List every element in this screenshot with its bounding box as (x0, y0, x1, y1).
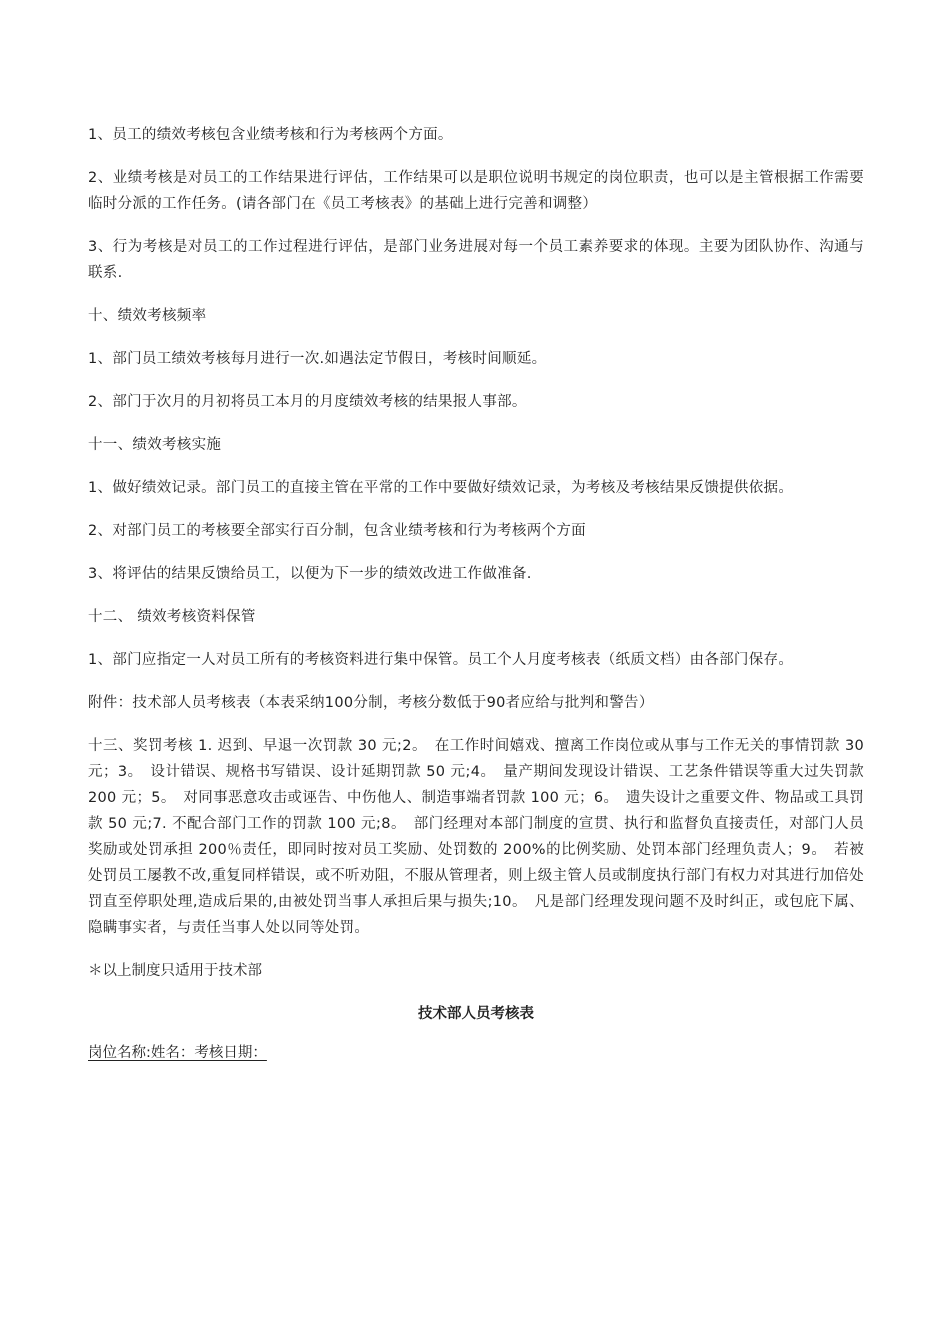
paragraph-rewards-penalties: 十三、奖罚考核 1. 迟到、早退一次罚款 30 元;2。 在工作时间嬉戏、擅离工作岗位或从事与工作无关的事情罚款 30 元；3。 设计错误、规格书写错误、设计延期罚款 50 元;4。 量产期间发现设计错误、工艺条件错误等重大过失罚款 200 元；5。 对同事恶意攻击或诬告、中伤他人、制造事端者罚款 100 元；6。 遗失设计之重要文件、物品或工具罚款 50 元;7. 不配合部门工作的罚款 100 元;8。 部门经理对本部门制度的宣贯、执行和监督负直接责任，对部门人员奖励或处罚承担 200％责任，即同时按对员工奖励、处罚数的 200%的比例奖励、处罚本部门经理负责人；9。 若被处罚员工屡教不改,重复同样错误，或不听劝阻，不服从管理者，则上级主管人员或制度执行部门有权力对其进行加倍处罚直至停职处理,造成后果的,由被处罚当事人承担后果与损失;10。 凡是部门经理发现问题不及时纠正，或包庇下属、隐瞒事实者，与责任当事人处以同等处罚。 (88, 738, 864, 936)
section-heading-records-storage: 十二、 绩效考核资料保管 (88, 609, 256, 625)
document-page (88, 122, 864, 1065)
paragraph-performance-assessment: 2、业绩考核是对员工的工作结果进行评估，工作结果可以是职位说明书规定的岗位职责，也可以是主管根据工作需要临时分派的工作任务。(请各部门在《员工考核表》的基础上进行完善和调整） (88, 170, 864, 212)
paragraph-records-keeper: 1、部门应指定一人对员工所有的考核资料进行集中保管。员工个人月度考核表（纸质文档）由各部门保存。 (88, 652, 794, 668)
paragraph-performance-records: 1、做好绩效记录。部门员工的直接主管在平常的工作中要做好绩效记录，为考核及考核结果反馈提供依据。 (88, 480, 794, 496)
assessment-table-title: 技术部人员考核表 (418, 1006, 534, 1022)
paragraph-feedback: 3、将评估的结果反馈给员工，以便为下一步的绩效改进工作做准备. (88, 566, 532, 582)
section-heading-frequency: 十、绩效考核频率 (88, 308, 207, 324)
paragraph-attachment: 附件：技术部人员考核表（本表采纳100分制，考核分数低于90者应给与批判和警告） (88, 695, 654, 711)
paragraph-report-to-hr: 2、部门于次月的月初将员工本月的月度绩效考核的结果报人事部。 (88, 394, 527, 410)
paragraph-behavior-assessment-scope: 1、员工的绩效考核包含业绩考核和行为考核两个方面。 (88, 127, 453, 143)
section-heading-implementation: 十一、绩效考核实施 (88, 437, 222, 453)
applicability-note: ＊以上制度只适用于技术部 (88, 963, 262, 979)
paragraph-percentage-system: 2、对部门员工的考核要全部实行百分制，包含业绩考核和行为考核两个方面 (88, 523, 586, 539)
assessment-form-header: 岗位名称:姓名：考核日期： (88, 1045, 267, 1061)
paragraph-behavior-assessment: 3、行为考核是对员工的工作过程进行评估，是部门业务进展对每一个员工素养要求的体现。主要为团队协作、沟通与联系. (88, 239, 864, 281)
paragraph-monthly-assessment: 1、部门员工绩效考核每月进行一次.如遇法定节假日，考核时间顺延。 (88, 351, 547, 367)
